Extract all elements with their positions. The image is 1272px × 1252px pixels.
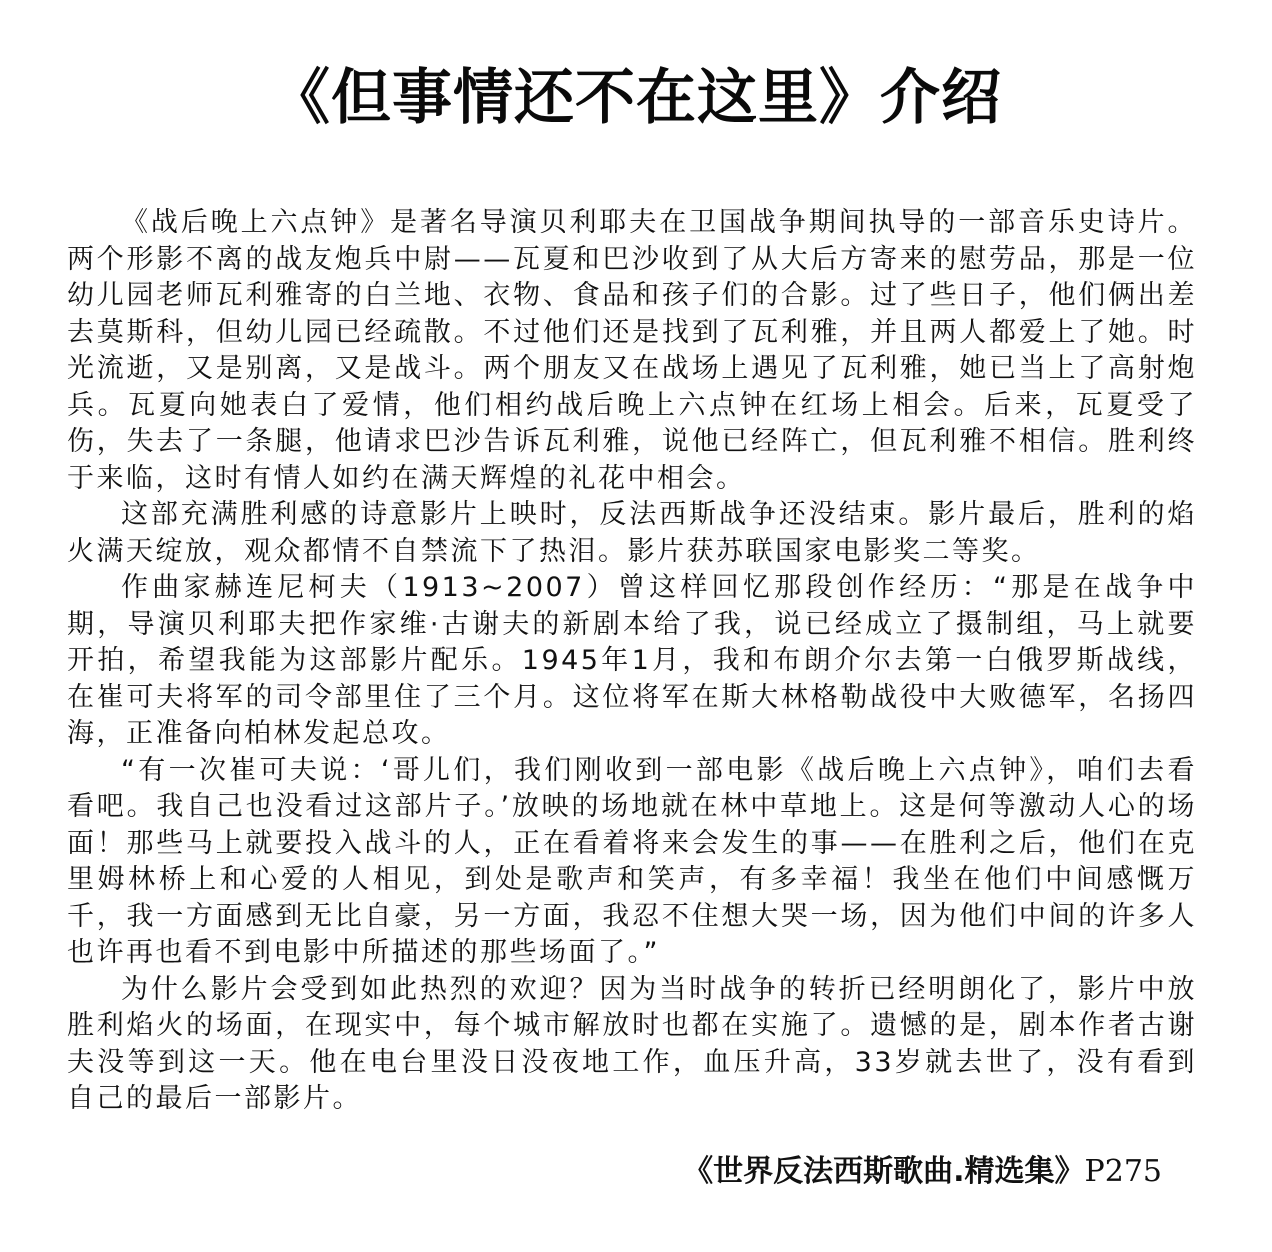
page-title: 《但事情还不在这里》介绍 (270, 63, 1002, 133)
paragraph-release-reception: 这部充满胜利感的诗意影片上映时，反法西斯战争还没结束。影片最后，胜利的焰火满天绽放，观众都情不自禁流下了热泪。影片获苏联国家电影奖二等奖。 (67, 499, 1197, 567)
paragraph-closing: 为什么影片会受到如此热烈的欢迎？因为当时战争的转折已经明朗化了，影片中放胜利焰火的场面，在现实中，每个城市解放时也都在实施了。遗憾的是，剧本作者古谢夫没等到这一天。他在电台里没日没夜地工作，血压升高，33岁就去世了，没有看到自己的最后一部影片。 (67, 973, 1197, 1114)
paragraph-plot-summary: 《战后晚上六点钟》是著名导演贝利耶夫在卫国战争期间执导的一部音乐史诗片。两个形影不离的战友炮兵中尉——瓦夏和巴沙收到了从大后方寄来的慰劳品，那是一位幼儿园老师瓦利雅寄的白兰地、衣物、食品和孩子们的合影。过了些日子，他们俩出差去莫斯科，但幼儿园已经疏散。不过他们还是找到了瓦利雅，并且两人都爱上了她。时光流逝，又是别离，又是战斗。两个朋友又在战场上遇见了瓦利雅，她已当上了高射炮兵。瓦夏向她表白了爱情，他们相约战后晚上六点钟在红场上相会。后来，瓦夏受了伤，失去了一条腿，他请求巴沙告诉瓦利雅，说他已经阵亡，但瓦利雅不相信。胜利终于来临，这时有情人如约在满天辉煌的礼花中相会。 (67, 207, 1197, 494)
paragraph-screening-quote: “有一次崔可夫说：‘哥儿们，我们刚收到一部电影《战后晚上六点钟》，咱们去看看吧。我自己也没看过这部片子。’放映的场地就在林中草地上。这是何等激动人心的场面！那些马上就要投入战斗的人，正在看着将来会发生的事——在胜利之后，他们在克里姆林桥上和心爱的人相见，到处是歌声和笑声，有多幸福！我坐在他们中间感慨万千，我一方面感到无比自豪，另一方面，我忍不住想大哭一场，因为他们中间的许多人也许再也看不到电影中所描述的那些场面了。” (67, 754, 1197, 968)
source-page-number: P275 (1084, 1154, 1162, 1189)
paragraph-composer-recollection: 作曲家赫连尼柯夫（1913~2007）曾这样回忆那段创作经历：“那是在战争中期，导演贝利耶夫把作家维·古谢夫的新剧本给了我，说已经成立了摄制组，马上就要开拍，希望我能为这部影片配乐。1945年1月，我和布朗介尔去第一白俄罗斯战线，在崔可夫将军的司令部里住了三个月。这位将军在斯大林格勒战役中大败德军，名扬四海，正准备向柏林发起总攻。 (67, 572, 1197, 749)
source-citation (683, 1150, 1162, 1194)
source-book-title: 《世界反法西斯歌曲.精选集》 (683, 1154, 1085, 1189)
article-body (67, 205, 1197, 1118)
